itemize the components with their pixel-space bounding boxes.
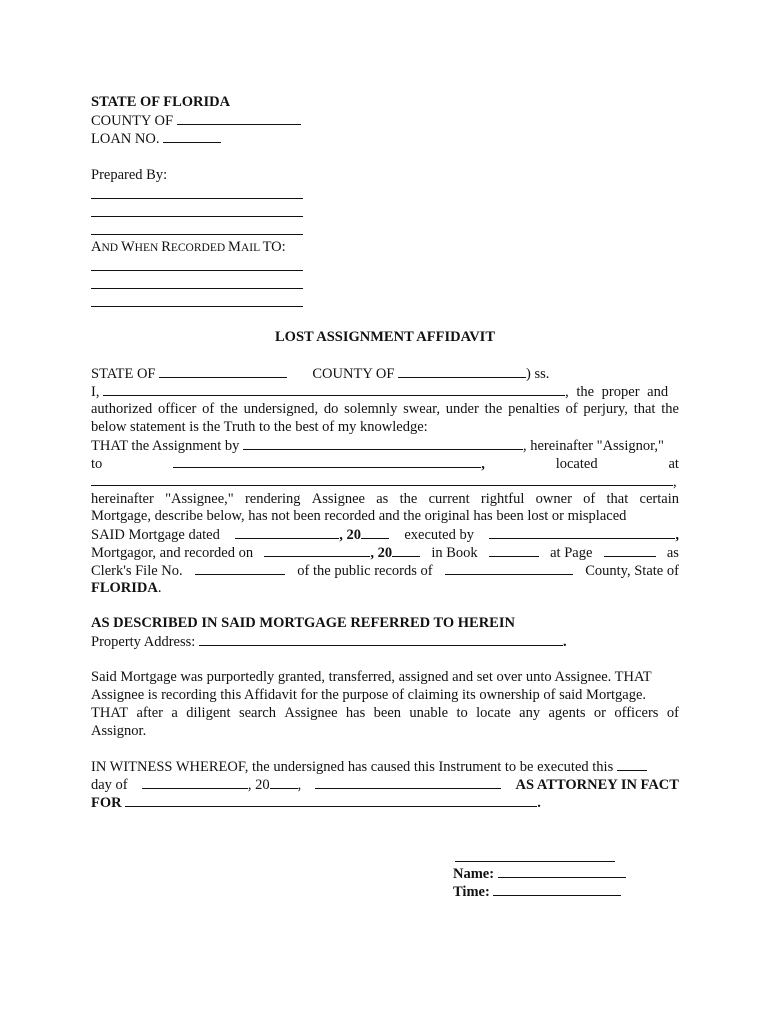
hereinafter-word-0: hereinafter — [91, 491, 154, 507]
comma-20-b: , 20 — [370, 545, 393, 561]
time-label: Time: — [453, 884, 490, 900]
county-blank[interactable] — [177, 111, 301, 125]
prepared-by-label: Prepared By: — [91, 167, 168, 183]
authorized-word-9: the — [484, 401, 503, 417]
at-page-label: at Page — [550, 545, 593, 561]
page-blank[interactable] — [604, 543, 656, 557]
location-line — [91, 472, 679, 490]
authorized-word-13: that — [633, 401, 656, 417]
county-of-label: COUNTY OF — [312, 366, 395, 382]
para3-word-15: of — [666, 705, 679, 721]
para3-word-10: locate — [476, 705, 511, 721]
sc-ail: AIL — [240, 242, 263, 254]
para3-word-13: or — [593, 705, 607, 721]
as-label: as — [666, 545, 679, 561]
location-comma: , — [673, 474, 677, 490]
signature-line[interactable] — [455, 861, 615, 862]
authorized-word-11: of — [565, 401, 578, 417]
mortgagor-recorded-label: Mortgagor, and recorded on — [91, 545, 254, 561]
for-blank[interactable] — [125, 793, 537, 807]
recorded-mail-label — [91, 238, 679, 256]
mortgage-date-blank[interactable] — [235, 525, 339, 539]
mortgage-line: Mortgage, describe below, has not been recorded and the original has been lost or misplaced — [91, 508, 627, 524]
affiant-name-blank[interactable] — [103, 382, 565, 396]
comma-20-a: , 20 — [339, 527, 361, 543]
assignment-by-label: THAT the Assignment by — [91, 438, 240, 454]
witness-text: IN WITNESS WHEREOF, the undersigned has caused this Instrument to be executed this — [91, 759, 614, 775]
sc-m: M — [228, 239, 241, 255]
comma-bold: , — [481, 456, 485, 472]
comma-bold-2: , — [675, 527, 679, 543]
sc-to: TO: — [262, 239, 286, 255]
witness-month-blank[interactable] — [142, 775, 248, 789]
to-located-line — [91, 454, 679, 472]
paragraph-line-2: Assignee is recording this Affidavit for the purpose of claiming its ownership of said Mortgage. — [91, 687, 647, 703]
authorized-word-1: officer — [158, 401, 197, 417]
authorized-word-8: under — [445, 401, 479, 417]
hereinafter-word-10: that — [606, 491, 629, 507]
sc-r: R — [161, 239, 171, 255]
document-title: LOST ASSIGNMENT AFFIDAVIT — [275, 329, 495, 345]
prepared-by-line-2[interactable] — [91, 216, 303, 217]
header-state: STATE OF FLORIDA — [91, 94, 231, 110]
witness-comma: , — [297, 777, 302, 793]
para3-word-0: THAT — [91, 705, 129, 721]
in-book-label: in Book — [431, 545, 478, 561]
day-of-label: day of — [91, 777, 128, 793]
executed-by-label: executed by — [404, 527, 474, 543]
authorized-word-6: solemnly — [344, 401, 398, 417]
authorized-word-7: swear, — [403, 401, 440, 417]
book-blank[interactable] — [489, 543, 539, 557]
hereinafter-line — [91, 490, 679, 508]
below-statement-line: below statement is the Truth to the best of my knowledge: — [91, 419, 428, 435]
described-heading: AS DESCRIBED IN SAID MORTGAGE REFERRED TO HEREIN — [91, 615, 515, 631]
clerks-file-line — [91, 561, 679, 579]
authorized-line — [91, 400, 679, 418]
attorney-in-fact-label: AS ATTORNEY IN FACT — [515, 777, 679, 793]
loan-number-blank[interactable] — [163, 129, 221, 143]
florida-label: FLORIDA — [91, 580, 158, 596]
mail-to-line-3[interactable] — [91, 306, 303, 307]
paragraph-line-3 — [91, 704, 679, 722]
para3-word-9: to — [456, 705, 468, 721]
to-label: to — [91, 456, 103, 472]
location-blank[interactable] — [91, 472, 673, 486]
para3-word-5: Assignee — [284, 705, 338, 721]
located-label: located — [555, 456, 598, 472]
authorized-word-3: the — [220, 401, 238, 417]
sc-a: A — [91, 239, 102, 255]
said-mortgage-dated-label: SAID Mortgage dated — [91, 527, 220, 543]
para3-word-11: any — [519, 705, 541, 721]
attorney-name-blank[interactable] — [315, 775, 501, 789]
sc-nd: ND — [101, 242, 121, 254]
witness-line-2 — [91, 775, 679, 793]
name-blank[interactable] — [498, 864, 626, 878]
hereinafter-word-9: of — [583, 491, 596, 507]
witness-year-blank[interactable] — [270, 775, 298, 789]
property-address-line — [91, 632, 679, 650]
mail-to-line-2[interactable] — [91, 288, 303, 289]
paragraph-line-4: Assignor. — [91, 723, 147, 739]
paragraph-line-1: Said Mortgage was purportedly granted, transferred, assigned and set over unto Assignee. THAT — [91, 669, 652, 685]
clerks-file-blank[interactable] — [195, 561, 285, 575]
mail-to-line-1[interactable] — [91, 270, 303, 271]
florida-line — [91, 579, 679, 597]
header-loan-label: LOAN NO. — [91, 131, 160, 147]
state-of-label: STATE OF — [91, 366, 156, 382]
time-line — [453, 882, 653, 900]
hereinafter-word-3: Assignee — [311, 491, 365, 507]
public-records-blank[interactable] — [445, 561, 573, 575]
time-blank[interactable] — [493, 882, 621, 896]
assignor-blank[interactable] — [243, 436, 523, 450]
witness-line-3 — [91, 793, 679, 811]
para3-word-7: been — [373, 705, 402, 721]
state-blank[interactable] — [159, 364, 287, 378]
witness-day-blank[interactable] — [617, 757, 647, 771]
mortgage-year-blank[interactable] — [361, 525, 389, 539]
authorized-word-14: the — [661, 401, 679, 417]
witness-line-1 — [91, 757, 679, 775]
at-label: at — [668, 456, 679, 472]
authorized-word-2: of — [202, 401, 215, 417]
sc-hen: HEN — [134, 242, 162, 254]
affiant-line — [91, 382, 679, 400]
hereinafter-assignor: , hereinafter "Assignor," — [522, 438, 664, 454]
of-public-records-label: of the public records of — [297, 563, 433, 579]
state-county-line — [91, 364, 679, 382]
recorded-on-line — [91, 543, 679, 561]
para3-word-6: has — [345, 705, 366, 721]
hereinafter-word-2: rendering — [244, 491, 301, 507]
para3-word-4: search — [238, 705, 276, 721]
the-proper-and: , the proper and — [565, 384, 669, 400]
authorized-word-10: penalties — [508, 401, 560, 417]
i-label: I, — [91, 384, 100, 400]
property-address-blank[interactable] — [199, 632, 563, 646]
name-line — [453, 864, 653, 882]
para3-word-3: diligent — [186, 705, 231, 721]
para3-word-12: agents — [548, 705, 586, 721]
header-loan-line — [91, 129, 679, 147]
for-period: . — [537, 795, 541, 811]
assignee-blank[interactable] — [173, 454, 481, 468]
property-address-period: . — [562, 634, 567, 650]
hereinafter-word-6: current — [428, 491, 470, 507]
para3-word-2: a — [171, 705, 178, 721]
hereinafter-word-4: as — [376, 491, 389, 507]
authorized-word-4: undersigned, — [243, 401, 319, 417]
hereinafter-word-1: "Assignee," — [165, 491, 234, 507]
hereinafter-word-5: the — [399, 491, 418, 507]
county-state-of-label: County, State of — [585, 563, 679, 579]
hereinafter-word-11: certain — [639, 491, 679, 507]
para3-word-14: officers — [614, 705, 659, 721]
for-label: FOR — [91, 795, 122, 811]
authorized-word-12: perjury, — [583, 401, 628, 417]
mortgagor-blank[interactable] — [489, 525, 675, 539]
witness-comma-20: , 20 — [247, 777, 270, 793]
hereinafter-word-7: rightful — [480, 491, 525, 507]
prepared-by-line-1[interactable] — [91, 198, 303, 199]
authorized-word-0: authorized — [91, 401, 153, 417]
recorded-year-blank[interactable] — [392, 543, 420, 557]
clerks-file-label: Clerk's File No. — [91, 563, 183, 579]
ss-label: ) ss. — [526, 366, 550, 382]
para3-word-8: unable — [409, 705, 449, 721]
sc-w: W — [120, 239, 135, 255]
assignment-by-line — [91, 436, 679, 454]
recorded-date-blank[interactable] — [264, 543, 370, 557]
header-county-label: COUNTY OF — [91, 113, 174, 129]
sc-ecorded: ECORDED — [170, 242, 229, 254]
property-address-label: Property Address: — [91, 634, 196, 650]
florida-period: . — [157, 580, 162, 596]
header-county-line — [91, 111, 679, 129]
county-of-blank[interactable] — [398, 364, 526, 378]
hereinafter-word-8: owner — [535, 491, 572, 507]
name-label: Name: — [453, 866, 495, 882]
authorized-word-5: do — [323, 401, 339, 417]
prepared-by-line-3[interactable] — [91, 234, 303, 235]
para3-word-1: after — [136, 705, 164, 721]
mortgage-dated-line — [91, 525, 679, 543]
